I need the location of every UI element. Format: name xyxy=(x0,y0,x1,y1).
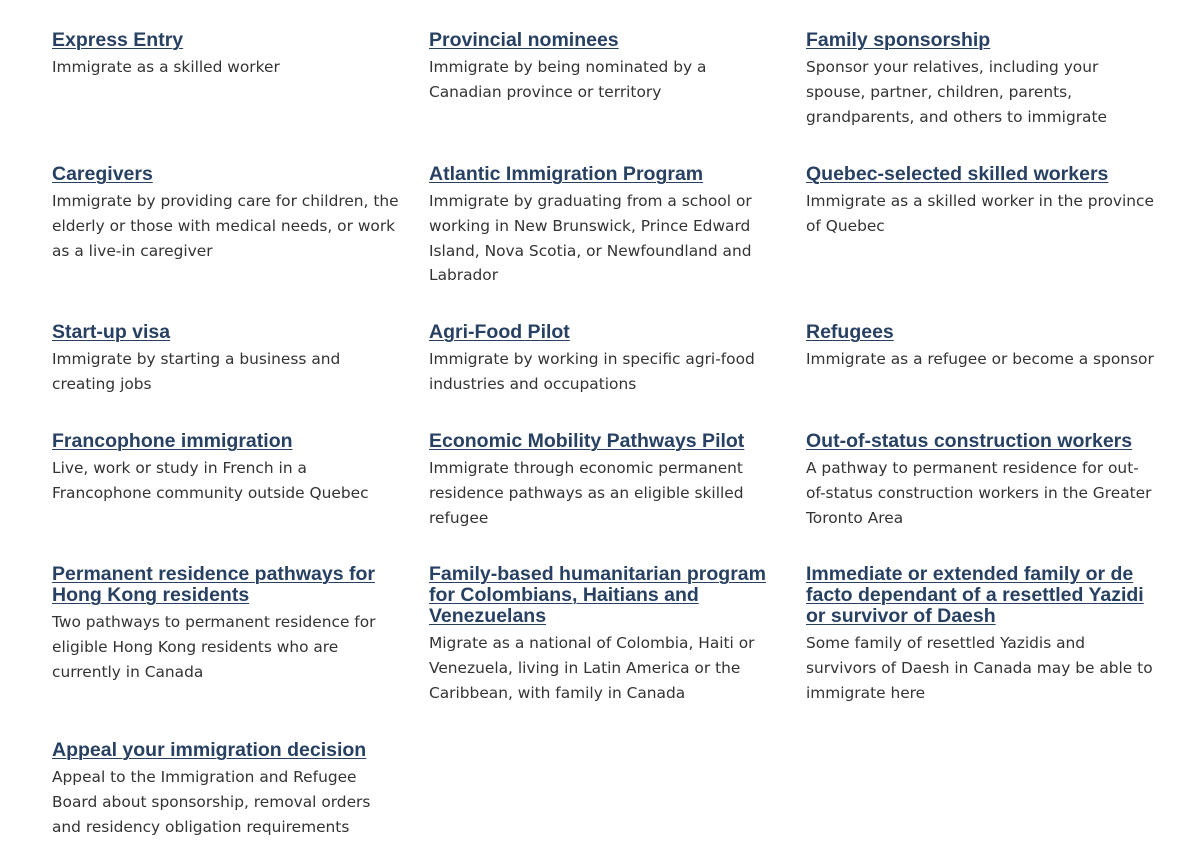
program-card-family-sponsorship xyxy=(806,30,1158,129)
program-link-express-entry[interactable]: Express Entry xyxy=(52,29,184,51)
program-description: Some family of resettled Yazidis and survivors of Daesh in Canada may be able to immigrate here xyxy=(806,634,1153,702)
program-card-yazidi-daesh xyxy=(806,564,1158,705)
program-link-refugees[interactable]: Refugees xyxy=(806,321,894,343)
program-description: A pathway to permanent residence for out-of-status construction workers in the Greater Toronto Area xyxy=(806,459,1152,527)
program-link-economic-mobility[interactable]: Economic Mobility Pathways Pilot xyxy=(429,430,745,452)
program-link-yazidi-daesh[interactable]: Immediate or extended family or de facto dependant of a resettled Yazidi or survivor of Daesh xyxy=(806,563,1144,627)
program-description: Appeal to the Immigration and Refugee Board about sponsorship, removal orders and residency obligation requirements xyxy=(52,768,371,836)
program-link-quebec-skilled-workers[interactable]: Quebec-selected skilled workers xyxy=(806,163,1109,185)
program-description: Immigrate as a skilled worker in the province of Quebec xyxy=(806,192,1154,235)
program-description: Immigrate by providing care for children, the elderly or those with medical needs, or work as a live-in caregiver xyxy=(52,192,399,260)
program-description: Live, work or study in French in a Francophone community outside Quebec xyxy=(52,459,369,502)
program-description: Two pathways to permanent residence for eligible Hong Kong residents who are currently in Canada xyxy=(52,613,376,681)
program-link-out-of-status-construction[interactable]: Out-of-status construction workers xyxy=(806,430,1133,452)
program-link-hong-kong-residents[interactable]: Permanent residence pathways for Hong Kong residents xyxy=(52,563,375,606)
program-card-francophone-immigration xyxy=(52,431,404,506)
program-card-provincial-nominees xyxy=(429,30,781,105)
program-link-family-humanitarian[interactable]: Family-based humanitarian program for Colombians, Haitians and Venezuelans xyxy=(429,563,766,627)
program-card-express-entry xyxy=(52,30,404,80)
program-card-appeal-decision xyxy=(52,740,404,839)
program-link-start-up-visa[interactable]: Start-up visa xyxy=(52,321,171,343)
program-card-family-humanitarian xyxy=(429,564,781,705)
program-link-appeal-decision[interactable]: Appeal your immigration decision xyxy=(52,739,367,761)
program-link-agri-food-pilot[interactable]: Agri-Food Pilot xyxy=(429,321,570,343)
program-description: Immigrate as a refugee or become a sponsor xyxy=(806,350,1154,368)
program-card-economic-mobility xyxy=(429,431,781,530)
program-link-caregivers[interactable]: Caregivers xyxy=(52,163,153,185)
program-description: Sponsor your relatives, including your spouse, partner, children, parents, grandparents, and others to immigrate xyxy=(806,58,1107,126)
program-description: Immigrate by starting a business and creating jobs xyxy=(52,350,341,393)
program-card-refugees xyxy=(806,322,1158,372)
program-description: Immigrate through economic permanent residence pathways as an eligible skilled refugee xyxy=(429,459,744,527)
program-card-atlantic-immigration xyxy=(429,164,781,288)
program-card-hong-kong-residents xyxy=(52,564,404,684)
program-description: Immigrate by working in specific agri-food industries and occupations xyxy=(429,350,755,393)
program-link-atlantic-immigration[interactable]: Atlantic Immigration Program xyxy=(429,163,704,185)
program-description: Migrate as a national of Colombia, Haiti or Venezuela, living in Latin America or the Caribbean, with family in Canada xyxy=(429,634,755,702)
program-link-family-sponsorship[interactable]: Family sponsorship xyxy=(806,29,991,51)
program-description: Immigrate by graduating from a school or working in New Brunswick, Prince Edward Island, Nova Scotia, or Newfoundland and Labrador xyxy=(429,192,752,285)
program-link-francophone-immigration[interactable]: Francophone immigration xyxy=(52,430,293,452)
program-card-out-of-status-construction xyxy=(806,431,1158,530)
program-card-quebec-skilled-workers xyxy=(806,164,1158,239)
program-card-agri-food-pilot xyxy=(429,322,781,397)
program-card-caregivers xyxy=(52,164,404,263)
program-description: Immigrate by being nominated by a Canadian province or territory xyxy=(429,58,707,101)
program-card-start-up-visa xyxy=(52,322,404,397)
program-link-provincial-nominees[interactable]: Provincial nominees xyxy=(429,29,619,51)
program-description: Immigrate as a skilled worker xyxy=(52,58,280,76)
